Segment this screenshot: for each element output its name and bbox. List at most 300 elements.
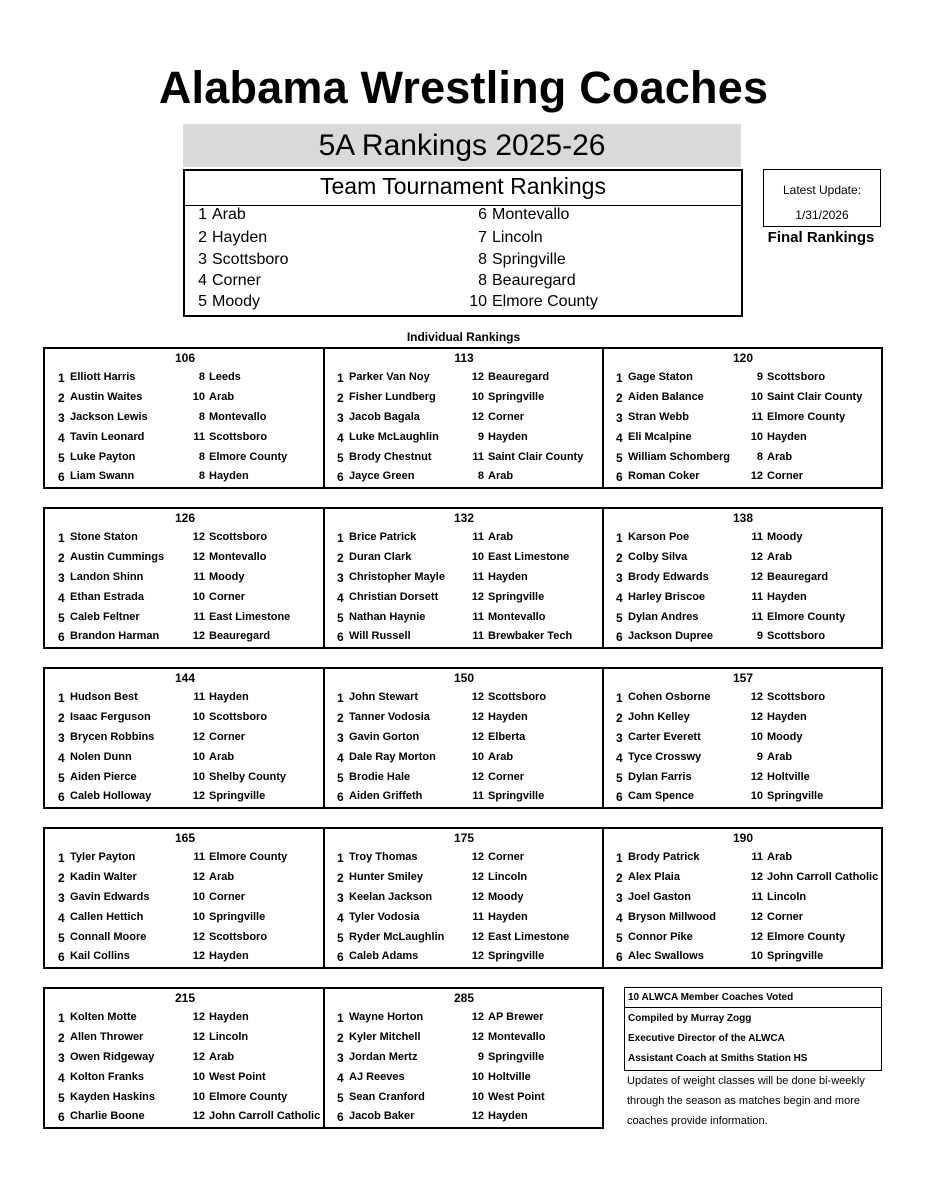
team-rank-entry bbox=[193, 251, 288, 269]
weight-group-box bbox=[43, 347, 883, 489]
athlete-school: Arab bbox=[488, 470, 514, 482]
athlete-name: Jordan Mertz bbox=[349, 1051, 418, 1063]
athlete-name: Parker Van Noy bbox=[349, 371, 430, 383]
athlete-rank: 3 bbox=[616, 891, 623, 905]
athlete-name: Dylan Andres bbox=[628, 611, 699, 623]
athlete-name: Luke McLaughlin bbox=[349, 431, 439, 443]
athlete-name: Cam Spence bbox=[628, 790, 695, 802]
athlete-school: Corner bbox=[488, 771, 525, 783]
athlete-grade: 10 bbox=[192, 1071, 205, 1083]
athlete-rank: 6 bbox=[337, 790, 344, 804]
athlete-school: Arab bbox=[767, 851, 793, 863]
weight-group-box bbox=[43, 827, 883, 969]
athlete-grade: 10 bbox=[750, 790, 763, 802]
athlete-rank: 4 bbox=[58, 1071, 65, 1085]
individual-rankings-label: Individual Rankings bbox=[406, 330, 521, 344]
athlete-rank: 5 bbox=[337, 611, 344, 625]
athlete-name: Jackson Dupree bbox=[628, 630, 713, 642]
athlete-grade: 11 bbox=[193, 691, 205, 703]
athlete-school: Springville bbox=[488, 790, 545, 802]
athlete-rank: 1 bbox=[58, 1011, 65, 1025]
athlete-name: Christian Dorsett bbox=[349, 591, 439, 603]
athlete-name: Christopher Mayle bbox=[349, 571, 445, 583]
athlete-grade: 10 bbox=[750, 391, 763, 403]
athlete-school: Arab bbox=[767, 751, 793, 763]
athlete-grade: 11 bbox=[193, 851, 205, 863]
athlete-grade: 12 bbox=[471, 1110, 484, 1122]
info-box bbox=[624, 987, 882, 1071]
weight-class-label: 113 bbox=[454, 351, 474, 365]
athlete-grade: 12 bbox=[192, 630, 205, 642]
athlete-grade: 8 bbox=[198, 470, 205, 482]
athlete-rank: 6 bbox=[616, 630, 623, 644]
athlete-school: Beauregard bbox=[488, 371, 550, 383]
athlete-name: Landon Shinn bbox=[70, 571, 144, 583]
athlete-name: Fisher Lundberg bbox=[349, 391, 436, 403]
team-rank-name: Hayden bbox=[212, 229, 268, 246]
weight-class-label: 144 bbox=[174, 671, 196, 685]
athlete-rank: 1 bbox=[337, 691, 344, 705]
athlete-school: Springville bbox=[488, 950, 545, 962]
athlete-grade: 9 bbox=[477, 431, 484, 443]
athlete-grade: 11 bbox=[472, 451, 484, 463]
update-note: Updates of weight classes will be done bi-weekly through the season as matches begin and more coaches provide information. bbox=[627, 1075, 865, 1127]
athlete-school: Montevallo bbox=[209, 551, 267, 563]
athlete-rank: 5 bbox=[58, 771, 65, 785]
athlete-name: John Stewart bbox=[349, 691, 419, 703]
athlete-name: Karson Poe bbox=[628, 531, 690, 543]
athlete-grade: 11 bbox=[751, 591, 763, 603]
athlete-school: Brewbaker Tech bbox=[488, 630, 573, 642]
athlete-rank: 2 bbox=[337, 871, 344, 885]
athlete-grade: 11 bbox=[751, 531, 763, 543]
athlete-grade: 9 bbox=[756, 371, 763, 383]
athlete-rank: 1 bbox=[337, 1011, 344, 1025]
athlete-name: Nolen Dunn bbox=[70, 751, 132, 763]
athlete-school: Springville bbox=[767, 790, 824, 802]
athlete-school: AP Brewer bbox=[488, 1011, 544, 1023]
athlete-rank: 3 bbox=[58, 1051, 65, 1065]
athlete-name: Tanner Vodosia bbox=[349, 711, 430, 723]
athlete-rank: 6 bbox=[337, 950, 344, 964]
athlete-school: Hayden bbox=[488, 1110, 528, 1122]
weight-class-label: 157 bbox=[732, 671, 754, 685]
athlete-rank: 3 bbox=[337, 731, 344, 745]
athlete-name: Hudson Best bbox=[70, 691, 138, 703]
weight-class-label: 138 bbox=[732, 511, 754, 525]
athlete-rank: 2 bbox=[58, 711, 65, 725]
athlete-name: Kolton Franks bbox=[70, 1071, 144, 1083]
athlete-grade: 12 bbox=[192, 1011, 205, 1023]
athlete-name: Owen Ridgeway bbox=[70, 1051, 155, 1063]
athlete-rank: 3 bbox=[58, 571, 65, 585]
athlete-rank: 4 bbox=[58, 751, 65, 765]
athlete-grade: 12 bbox=[471, 1031, 484, 1043]
athlete-grade: 12 bbox=[750, 931, 763, 943]
athlete-rank: 1 bbox=[616, 691, 623, 705]
athlete-name: Nathan Haynie bbox=[349, 611, 426, 623]
athlete-school: John Carroll Catholic bbox=[209, 1110, 321, 1122]
athlete-name: Dylan Farris bbox=[628, 771, 692, 783]
athlete-name: Allen Thrower bbox=[70, 1031, 144, 1043]
athlete-school: Shelby County bbox=[209, 771, 287, 783]
athlete-name: Stone Staton bbox=[70, 531, 138, 543]
athlete-school: Arab bbox=[209, 871, 235, 883]
weight-class-label: 132 bbox=[453, 511, 475, 525]
athlete-grade: 11 bbox=[472, 571, 484, 583]
athlete-rank: 2 bbox=[58, 551, 65, 565]
athlete-name: Jacob Baker bbox=[349, 1110, 415, 1122]
athlete-grade: 12 bbox=[471, 731, 484, 743]
info-coaches-voted: 10 ALWCA Member Coaches Voted bbox=[625, 988, 881, 1008]
athlete-grade: 11 bbox=[751, 611, 763, 623]
team-title-divider bbox=[185, 205, 741, 206]
athlete-grade: 12 bbox=[750, 911, 763, 923]
athlete-grade: 12 bbox=[750, 711, 763, 723]
athlete-grade: 12 bbox=[750, 771, 763, 783]
athlete-name: Kadin Walter bbox=[70, 871, 137, 883]
athlete-school: Corner bbox=[767, 911, 804, 923]
athlete-school: Elmore County bbox=[209, 851, 288, 863]
athlete-grade: 12 bbox=[471, 591, 484, 603]
column-divider bbox=[602, 509, 604, 647]
athlete-name: John Kelley bbox=[628, 711, 690, 723]
athlete-school: Hayden bbox=[488, 911, 528, 923]
athlete-rank: 4 bbox=[616, 751, 623, 765]
athlete-school: Springville bbox=[488, 1051, 545, 1063]
athlete-name: Tavin Leonard bbox=[70, 431, 145, 443]
athlete-name: Wayne Horton bbox=[349, 1011, 424, 1023]
athlete-name: Aiden Pierce bbox=[70, 771, 137, 783]
athlete-grade: 12 bbox=[192, 531, 205, 543]
athlete-rank: 3 bbox=[58, 411, 65, 425]
weight-class-label: 215 bbox=[174, 991, 196, 1005]
athlete-rank: 4 bbox=[616, 431, 623, 445]
athlete-school: Arab bbox=[209, 1051, 235, 1063]
athlete-grade: 12 bbox=[750, 571, 763, 583]
athlete-name: Stran Webb bbox=[628, 411, 689, 423]
athlete-grade: 10 bbox=[192, 711, 205, 723]
athlete-grade: 11 bbox=[193, 431, 205, 443]
athlete-grade: 8 bbox=[198, 371, 205, 383]
athlete-name: Brycen Robbins bbox=[70, 731, 155, 743]
team-rank-number: 7 bbox=[478, 229, 487, 246]
athlete-school: Springville bbox=[209, 911, 266, 923]
athlete-school: Elmore County bbox=[209, 1091, 288, 1103]
athlete-name: Cohen Osborne bbox=[628, 691, 711, 703]
athlete-name: Bryson Millwood bbox=[628, 911, 716, 923]
athlete-school: Saint Clair County bbox=[767, 391, 863, 403]
athlete-school: Arab bbox=[209, 751, 235, 763]
athlete-school: Moody bbox=[209, 571, 245, 583]
athlete-rank: 2 bbox=[616, 871, 623, 885]
athlete-school: East Limestone bbox=[488, 931, 570, 943]
athlete-rank: 1 bbox=[58, 851, 65, 865]
team-rank-number: 1 bbox=[198, 206, 207, 223]
athlete-name: Luke Payton bbox=[70, 451, 136, 463]
athlete-grade: 12 bbox=[471, 771, 484, 783]
athlete-rank: 3 bbox=[58, 731, 65, 745]
team-rank-name: Beauregard bbox=[492, 272, 576, 289]
athlete-grade: 10 bbox=[471, 551, 484, 563]
athlete-grade: 12 bbox=[750, 551, 763, 563]
team-rank-number: 2 bbox=[198, 229, 207, 246]
athlete-rank: 5 bbox=[616, 451, 623, 465]
athlete-rank: 4 bbox=[58, 431, 65, 445]
athlete-grade: 12 bbox=[471, 1011, 484, 1023]
athlete-rank: 2 bbox=[337, 1031, 344, 1045]
athlete-school: Elmore County bbox=[767, 411, 846, 423]
athlete-school: Scottsboro bbox=[767, 691, 826, 703]
athlete-grade: 10 bbox=[192, 751, 205, 763]
athlete-rank: 4 bbox=[58, 911, 65, 925]
athlete-rank: 1 bbox=[337, 851, 344, 865]
weight-group-box bbox=[43, 987, 604, 1129]
athlete-name: Gavin Gorton bbox=[349, 731, 420, 743]
athlete-rank: 5 bbox=[337, 931, 344, 945]
athlete-school: Hayden bbox=[209, 950, 249, 962]
athlete-grade: 8 bbox=[198, 451, 205, 463]
athlete-name: Keelan Jackson bbox=[349, 891, 433, 903]
team-rank-entry bbox=[465, 229, 543, 247]
athlete-name: Gage Staton bbox=[628, 371, 693, 383]
athlete-name: Aiden Griffeth bbox=[349, 790, 423, 802]
athlete-rank: 5 bbox=[337, 451, 344, 465]
athlete-name: Brody Patrick bbox=[628, 851, 700, 863]
athlete-school: Hayden bbox=[209, 691, 249, 703]
athlete-name: Will Russell bbox=[349, 630, 411, 642]
athlete-name: Tyce Crosswy bbox=[628, 751, 702, 763]
athlete-name: William Schomberg bbox=[628, 451, 730, 463]
athlete-school: Arab bbox=[209, 391, 235, 403]
athlete-name: Kyler Mitchell bbox=[349, 1031, 421, 1043]
team-rank-number: 4 bbox=[198, 272, 207, 289]
athlete-name: Kolten Motte bbox=[70, 1011, 137, 1023]
athlete-school: Hayden bbox=[488, 711, 528, 723]
team-rank-entry bbox=[193, 293, 260, 311]
athlete-grade: 12 bbox=[192, 1031, 205, 1043]
athlete-name: Gavin Edwards bbox=[70, 891, 150, 903]
athlete-rank: 3 bbox=[337, 891, 344, 905]
athlete-rank: 5 bbox=[337, 771, 344, 785]
athlete-school: Beauregard bbox=[209, 630, 271, 642]
athlete-school: Arab bbox=[488, 751, 514, 763]
athlete-school: Lincoln bbox=[209, 1031, 249, 1043]
athlete-grade: 11 bbox=[193, 611, 205, 623]
athlete-grade: 10 bbox=[471, 751, 484, 763]
athlete-grade: 12 bbox=[471, 950, 484, 962]
athlete-school: Lincoln bbox=[488, 871, 528, 883]
athlete-grade: 9 bbox=[477, 1051, 484, 1063]
athlete-grade: 12 bbox=[750, 691, 763, 703]
athlete-name: Callen Hettich bbox=[70, 911, 144, 923]
athlete-grade: 10 bbox=[192, 771, 205, 783]
athlete-name: Kail Collins bbox=[70, 950, 130, 962]
team-rank-name: Elmore County bbox=[492, 293, 598, 310]
athlete-name: Colby Silva bbox=[628, 551, 688, 563]
athlete-grade: 11 bbox=[193, 571, 205, 583]
athlete-grade: 12 bbox=[471, 411, 484, 423]
athlete-rank: 4 bbox=[337, 1071, 344, 1085]
team-rank-name: Moody bbox=[212, 293, 261, 310]
athlete-rank: 4 bbox=[337, 431, 344, 445]
athlete-rank: 4 bbox=[616, 591, 623, 605]
info-compiled-by: Compiled by Murray Zogg bbox=[628, 1013, 752, 1024]
athlete-rank: 4 bbox=[337, 591, 344, 605]
athlete-school: Elmore County bbox=[767, 931, 846, 943]
athlete-rank: 5 bbox=[58, 451, 65, 465]
athlete-name: Ryder McLaughlin bbox=[349, 931, 445, 943]
athlete-school: West Point bbox=[488, 1091, 545, 1103]
athlete-school: Corner bbox=[209, 731, 246, 743]
athlete-grade: 12 bbox=[192, 950, 205, 962]
athlete-school: Moody bbox=[767, 731, 803, 743]
page-title: Alabama Wrestling Coaches bbox=[158, 62, 769, 113]
athlete-school: Elmore County bbox=[767, 611, 846, 623]
weight-class-label: 126 bbox=[174, 511, 196, 525]
athlete-school: Lincoln bbox=[767, 891, 807, 903]
athlete-grade: 8 bbox=[477, 470, 484, 482]
athlete-school: Arab bbox=[767, 451, 793, 463]
athlete-name: Harley Briscoe bbox=[628, 591, 706, 603]
athlete-rank: 5 bbox=[58, 931, 65, 945]
column-divider bbox=[323, 669, 325, 807]
weight-class-label: 106 bbox=[174, 351, 196, 365]
athlete-name: Dale Ray Morton bbox=[349, 751, 436, 763]
athlete-rank: 6 bbox=[337, 630, 344, 644]
column-divider bbox=[602, 669, 604, 807]
athlete-school: Corner bbox=[488, 851, 525, 863]
athlete-name: Sean Cranford bbox=[349, 1091, 425, 1103]
athlete-school: Elberta bbox=[488, 731, 526, 743]
athlete-rank: 6 bbox=[58, 1110, 65, 1124]
athlete-name: Jackson Lewis bbox=[70, 411, 148, 423]
athlete-school: Arab bbox=[767, 551, 793, 563]
athlete-school: Holtville bbox=[767, 771, 810, 783]
athlete-grade: 10 bbox=[192, 1091, 205, 1103]
rankings-subtitle: 5A Rankings 2025-26 bbox=[183, 124, 741, 167]
column-divider bbox=[323, 349, 325, 487]
athlete-rank: 5 bbox=[616, 611, 623, 625]
team-rank-number: 10 bbox=[469, 293, 487, 310]
athlete-rank: 6 bbox=[58, 790, 65, 804]
athlete-name: Brody Chestnut bbox=[349, 451, 432, 463]
team-rank-name: Scottsboro bbox=[212, 251, 289, 268]
athlete-name: Jacob Bagala bbox=[349, 411, 420, 423]
athlete-name: Hunter Smiley bbox=[349, 871, 423, 883]
athlete-grade: 12 bbox=[192, 871, 205, 883]
team-rank-number: 5 bbox=[198, 293, 207, 310]
team-rank-entry bbox=[465, 206, 569, 224]
athlete-rank: 2 bbox=[337, 711, 344, 725]
athlete-rank: 5 bbox=[58, 1091, 65, 1105]
athlete-rank: 1 bbox=[616, 531, 623, 545]
athlete-school: Springville bbox=[488, 391, 545, 403]
team-rank-number: 3 bbox=[198, 251, 207, 268]
athlete-grade: 12 bbox=[471, 851, 484, 863]
athlete-grade: 11 bbox=[751, 851, 763, 863]
athlete-rank: 3 bbox=[337, 571, 344, 585]
athlete-grade: 12 bbox=[192, 1110, 205, 1122]
athlete-grade: 10 bbox=[192, 911, 205, 923]
athlete-school: Beauregard bbox=[767, 571, 829, 583]
athlete-school: West Point bbox=[209, 1071, 266, 1083]
athlete-name: Jayce Green bbox=[349, 470, 415, 482]
athlete-name: Duran Clark bbox=[349, 551, 412, 563]
athlete-rank: 1 bbox=[337, 371, 344, 385]
athlete-rank: 6 bbox=[616, 790, 623, 804]
athlete-grade: 12 bbox=[192, 551, 205, 563]
athlete-grade: 11 bbox=[472, 911, 484, 923]
athlete-rank: 4 bbox=[616, 911, 623, 925]
athlete-grade: 12 bbox=[471, 871, 484, 883]
athlete-grade: 12 bbox=[750, 871, 763, 883]
athlete-grade: 8 bbox=[198, 411, 205, 423]
athlete-school: Leeds bbox=[209, 371, 241, 383]
athlete-school: Arab bbox=[488, 531, 514, 543]
athlete-school: Scottsboro bbox=[209, 431, 268, 443]
weight-class-label: 165 bbox=[174, 831, 196, 845]
athlete-grade: 10 bbox=[471, 391, 484, 403]
athlete-school: Montevallo bbox=[488, 611, 546, 623]
athlete-rank: 1 bbox=[616, 371, 623, 385]
athlete-school: Moody bbox=[488, 891, 524, 903]
athlete-rank: 3 bbox=[616, 571, 623, 585]
athlete-grade: 9 bbox=[756, 751, 763, 763]
athlete-name: AJ Reeves bbox=[349, 1071, 405, 1083]
athlete-rank: 3 bbox=[337, 1051, 344, 1065]
athlete-grade: 12 bbox=[192, 731, 205, 743]
athlete-rank: 5 bbox=[58, 611, 65, 625]
athlete-school: Holtville bbox=[488, 1071, 531, 1083]
weight-class-label: 120 bbox=[732, 351, 754, 365]
athlete-grade: 12 bbox=[192, 1051, 205, 1063]
athlete-grade: 10 bbox=[192, 391, 205, 403]
athlete-name: Caleb Adams bbox=[349, 950, 419, 962]
team-rank-number: 6 bbox=[478, 206, 487, 223]
athlete-name: Caleb Holloway bbox=[70, 790, 152, 802]
athlete-school: East Limestone bbox=[209, 611, 291, 623]
weight-group-box bbox=[43, 507, 883, 649]
athlete-school: Hayden bbox=[209, 470, 249, 482]
athlete-grade: 9 bbox=[756, 630, 763, 642]
team-rank-entry bbox=[465, 293, 598, 311]
athlete-school: East Limestone bbox=[488, 551, 570, 563]
team-rank-name: Lincoln bbox=[492, 229, 543, 246]
athlete-school: Hayden bbox=[767, 591, 807, 603]
athlete-grade: 11 bbox=[472, 630, 484, 642]
athlete-name: Tyler Payton bbox=[70, 851, 136, 863]
athlete-school: Hayden bbox=[767, 431, 807, 443]
latest-update-box bbox=[763, 169, 881, 227]
athlete-school: John Carroll Catholic bbox=[767, 871, 879, 883]
column-divider bbox=[602, 349, 604, 487]
athlete-rank: 3 bbox=[58, 891, 65, 905]
athlete-school: Corner bbox=[209, 891, 246, 903]
team-rank-entry bbox=[193, 272, 261, 290]
team-rank-entry bbox=[465, 272, 576, 290]
athlete-school: Scottsboro bbox=[488, 691, 547, 703]
athlete-grade: 11 bbox=[472, 790, 484, 802]
team-rank-entry bbox=[465, 251, 566, 269]
athlete-grade: 11 bbox=[751, 411, 763, 423]
info-assistant-coach: Assistant Coach at Smiths Station HS bbox=[628, 1053, 808, 1064]
athlete-rank: 2 bbox=[337, 551, 344, 565]
athlete-rank: 2 bbox=[616, 551, 623, 565]
athlete-rank: 3 bbox=[616, 731, 623, 745]
athlete-grade: 10 bbox=[192, 891, 205, 903]
column-divider bbox=[602, 829, 604, 967]
